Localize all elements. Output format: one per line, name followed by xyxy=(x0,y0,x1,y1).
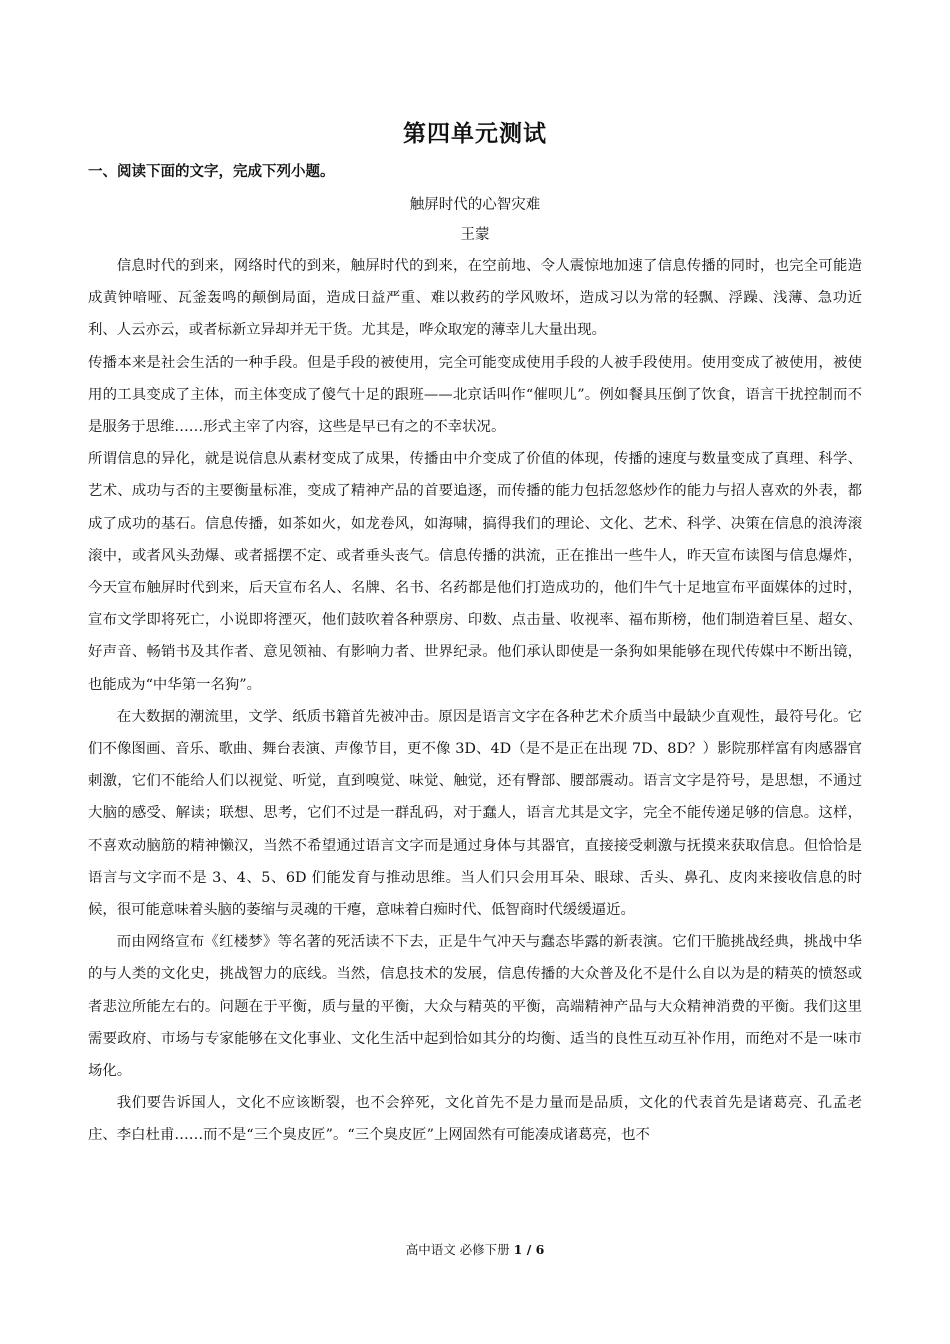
paragraph: 在大数据的潮流里，文学、纸质书籍首先被冲击。原因是语言文字在各种艺术介质当中最缺少直观性，最符号化。它们不像图画、音乐、歌曲、舞台表演、声像节目，更不像 3D、4D（是不是正在出现 7D、8D？）影院那样富有肉感器官刺激，它们不能给人们以视觉、听觉，直到嗅觉、味觉、触觉，还有臀部、腰部震动。语言文字是符号，是思想，不通过大脑的感受、解读；联想、思考，它们不过是一群乱码，对于蠢人，语言尤其是文字，完全不能传递足够的信息。这样，不喜欢动脑筋的精神懒汉，当然不希望通过语言文字而是通过身体与其器官，直接接受刺激与抚摸来获取信息。但恰恰是语言与文字而不是 3、4、5、6D 们能发育与推动思维。当人们只会用耳朵、眼球、舌头、鼻孔、皮肉来接收信息的时候，很可能意味着头脑的萎缩与灵魂的干瘪，意味着白痴时代、低智商时代缓缓逼近。 xyxy=(88,708,862,919)
paragraph: 而由网络宣布《红楼梦》等名著的死活读不下去，正是牛气冲天与蠢态毕露的新表演。它们干脆挑战经典，挑战中华的与人类的文化史，挑战智力的底线。当然，信息技术的发展，信息传播的大众普及化不是什么自以为是的精英的愤怒或者悲泣所能左右的。问题在于平衡，质与量的平衡，大众与精英的平衡，高端精神产品与大众精神消费的平衡。我们这里需要政府、市场与专家能够在文化事业、文化生活中起到恰如其分的均衡、适当的良性互动互补作用，而绝对不是一味市场化。 xyxy=(88,934,862,1080)
paragraph: 所谓信息的异化，就是说信息从素材变成了成果，传播由中介变成了价值的体现，传播的速度与数量变成了真理、科学、艺术、成功与否的主要衡量标准，变成了精神产品的首要追逐，而传播的能力包括忽悠炒作的能力与招人喜欢的外表，都成了成功的基石。信息传播，如茶如火，如龙卷风，如海啸，搞得我们的理论、文化、艺术、科学、决策在信息的浪涛滚滚中，或者风头劲爆、或者摇摆不定、或者垂头丧气。信息传播的洪流，正在推出一些牛人，昨天宣布读图与信息爆炸，今天宣布触屏时代到来，后天宣布名人、名牌、名书、名药都是他们打造成功的，他们牛气十足地宣布平面媒体的过时，宣布文学即将死亡，小说即将湮灭，他们鼓吹着各种票房、印数、点击量、收视率、福布斯榜，他们制造着巨星、超女、好声音、畅销书及其作者、意见领袖、有影响力者、世界纪录。他们承认即使是一条狗如果能够在现代传媒中不断出镜，也能成为“中华第一名狗”。 xyxy=(88,451,862,693)
section-heading: 一、阅读下面的文字，完成下列小题。 xyxy=(88,164,335,180)
article-body xyxy=(88,250,862,1152)
paragraph: 传播本来是社会生活的一种手段。但是手段的被使用，完全可能变成使用手段的人被手段使用。使用变成了被使用，被使用的工具变成了主体，而主体变成了傻气十足的跟班——北京话叫作“催呗儿”。例如餐具压倒了饮食，语言干扰控制而不是服务于思维……形式主宰了内容，这些是早已有之的不幸状况。 xyxy=(88,354,862,436)
article-title: 触屏时代的心智灾难 xyxy=(409,197,541,213)
paragraph: 信息时代的到来，网络时代的到来，触屏时代的到来，在空前地、令人震惊地加速了信息传播的同时，也完全可能造成黄钟喑哑、瓦釜轰鸣的颠倒局面，造成日益严重、难以救药的学风败坏，造成习以为常的轻飘、浮躁、浅薄、急功近利、人云亦云，或者标新立异却并无干货。尤其是，哗众取宠的薄幸儿大量出现。 xyxy=(88,258,862,339)
paragraph: 我们要告诉国人，文化不应该断裂，也不会猝死，文化首先不是力量而是品质，文化的代表首先是诸葛亮、孔孟老庄、李白杜甫……而不是“三个臭皮匠”。“三个臭皮匠”上网固然有可能凑成诸葛亮，也不 xyxy=(88,1095,862,1144)
footer-text: 高中语文 必修下册 xyxy=(405,1242,514,1257)
page-number: 1 / 6 xyxy=(513,1242,545,1257)
page-footer xyxy=(0,1240,950,1260)
article-author: 王蒙 xyxy=(460,227,490,243)
document-page xyxy=(88,118,862,1152)
document-title: 第四单元测试 xyxy=(403,121,547,147)
